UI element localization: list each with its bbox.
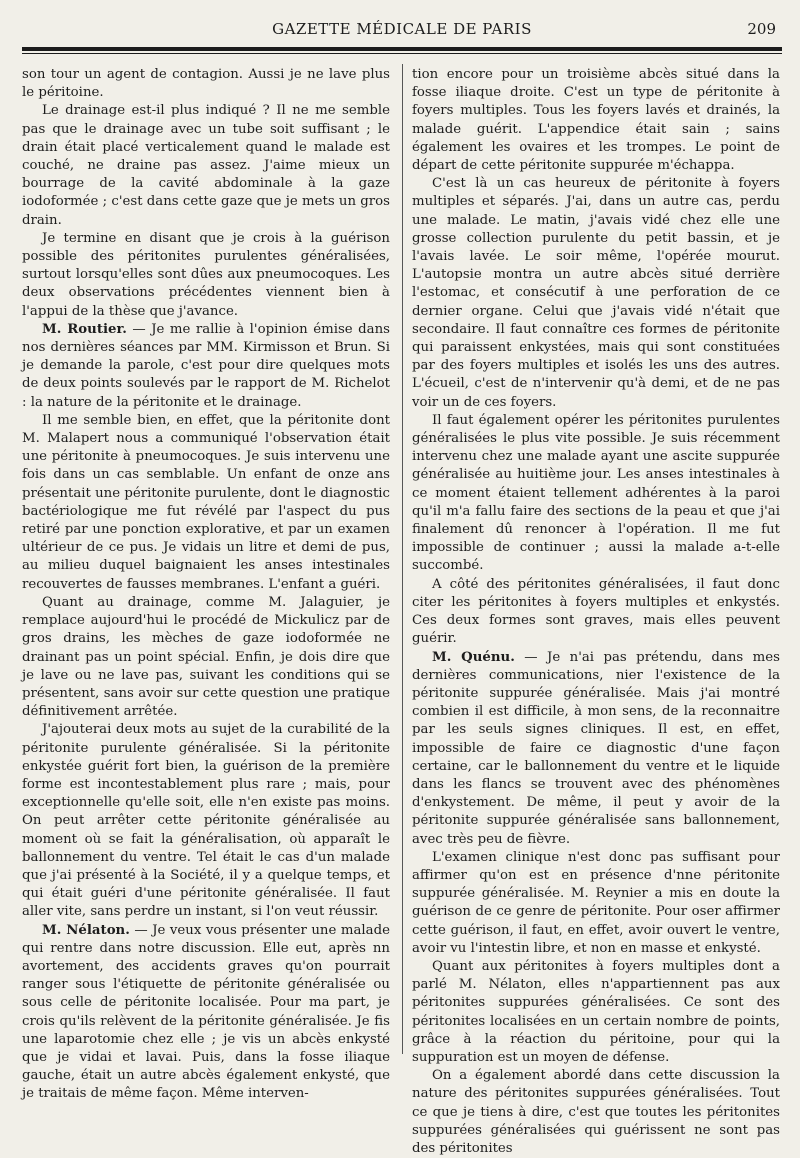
paragraph: Il faut également opérer les péritonites purulentes généralisées le plus vite possible. Je suis récemment intervenu chez une malade ayant une ascite suppurée généralisée au huitième jour. Les anses intestinales à ce moment étaient tellement adhérentes à la paroi qu'il m'a fallu faire des sections de la peau et que j'ai finalement dû renoncer à l'opération. Il me fut impossible de continuer ; aussi la malade a-t-elle succombé. <box>412 412 780 574</box>
paragraph: Il me semble bien, en effet, que la péritonite dont M. Malapert nous a communiqué l'observation était une péritonite à pneumocoques. Je suis intervenu une fois dans un cas semblable. Un enfant de onze ans présentait une péritonite purulente, dont le diagnostic bactériologique me fut révélé par l'aspect du pus retiré par une ponction explorative, et par un examen ultérieur de ce pus. Je vidais un litre et demi de pus, au milieu duquel baignaient les anses intestinales recouvertes de fausses membranes. L'enfant a guéri. <box>22 412 390 592</box>
paragraph: son tour un agent de contagion. Aussi je ne lave plus le péritoine. <box>22 67 390 101</box>
paragraph: tion encore pour un troisième abcès situé dans la fosse iliaque droite. C'est un type de péritonite à foyers multiples. Tous les foyers lavés et drainés, la malade guérit. L'appendice était sain ; sains également les ovaires et les trompes. Le point de départ de cette péritonite suppurée m'échappa. <box>412 67 780 174</box>
paragraph: A côté des péritonites généralisées, il faut donc citer les péritonites à foyers multiples et enkystés. Ces deux formes sont graves, mais elles peuvent guérir. <box>412 576 780 647</box>
paragraph: Quant aux péritonites à foyers multiples dont a parlé M. Nélaton, elles n'appartiennent pas aux péritonites suppurées généralisées. Ce sont des péritonites localisées en un certain nombre de points, grâce à la réaction du péritoine, pour qui la suppuration est un moyen de défense. <box>412 958 780 1065</box>
header-rule-thin <box>22 53 782 54</box>
paragraph: Le drainage est-il plus indiqué ? Il ne me semble pas que le drainage avec un tube soit suffisant ; le drain était placé verticalement quand le malade est couché, ne draine pas assez. J'aime mieux un bourrage de la cavité abdominale à la gaze iodoformée ; c'est dans cette gaze que je mets un gros drain. <box>22 103 390 228</box>
speech-text: — Je me rallie à l'opinion émise dans nos dernières séances par MM. Kirmisson et Brun. Si je demande la parole, c'est pour dire quelques mots de deux points soulevés par le rapport de M. Richelot : la nature de la péritonite et le drainage. <box>22 321 390 410</box>
page-header <box>22 18 782 40</box>
paragraph: Quant au drainage, comme M. Jalaguier, je remplace aujourd'hui le procédé de Mickulicz par de gros drains, les mèches de gaze iodoformée ne drainant pas un point spécial. Enfin, je dois dire que je lave ou ne lave pas, suivant les conditions qui se présentent, sans avoir sur cette question une pratique définitivement arrêtée. <box>22 594 390 720</box>
paragraph-nelaton <box>22 922 390 1104</box>
paragraph-routier <box>22 321 390 412</box>
speaker-name: M. Routier. <box>42 321 127 337</box>
paragraph: On a également abordé dans cette discussion la nature des péritonites suppurées généralisées. Tout ce que je tiens à dire, c'est que toutes les péritonites suppurées généralisées qui guérissent ne sont pas des péritonites <box>412 1068 780 1156</box>
speaker-name: M. Nélaton. <box>42 922 130 938</box>
page-number: 209 <box>747 20 776 38</box>
paragraph: L'examen clinique n'est donc pas suffisant pour affirmer qu'on est en présence d'nne péritonite suppurée généralisée. M. Reynier a mis en doute la guérison de ce genre de péritonite. Pour oser affirmer cette guérison, il faut, en effet, avoir ouvert le ventre, avoir vu l'intestin libre, et non en masse et enkysté. <box>412 849 780 956</box>
speech-text: — Je veux vous présenter une malade qui rentre dans notre discussion. Elle eut, après nn avortement, des accidents graves qu'on pourrait ranger sous l'étiquette de péritonite généralisée ou sous celle de péritonite localisée. Pour ma part, je crois qu'ils relèvent de la péritonite généralisée. Je fis une laparotomie chez elle ; je vis un abcès enkysté que je vidai et lavai. Puis, dans la fosse iliaque gauche, était un autre abcès également enkysté, que je traitais de même façon. Même interven- <box>22 922 390 1102</box>
header-rule-thick <box>22 47 782 51</box>
left-column <box>22 66 390 1104</box>
paragraph: Je termine en disant que je crois à la guérison possible des péritonites purulentes généralisées, surtout lorsqu'elles sont dûes aux pneumocoques. Les deux observations précédentes viennent bien à l'appui de la thèse que j'avance. <box>22 230 390 319</box>
paragraph-quenu <box>412 649 780 849</box>
speaker-name: M. Quénu. <box>432 649 515 665</box>
paragraph: C'est là un cas heureux de péritonite à foyers multiples et séparés. J'ai, dans un autre cas, perdu une malade. Le matin, j'avais vidé chez elle une grosse collection purulente du petit bassin, et je l'avais lavée. Le soir même, l'opérée mourut. L'autopsie montra un autre abcès situé derrière l'estomac, et consécutif à une perforation de ce dernier organe. Celui que j'avais vidé n'était que secondaire. Il faut connaître ces formes de péritonite qui paraissent enkystées, mais qui sont constituées par des foyers multiples et isolés les uns des autres. L'écueil, c'est de n'intervenir qu'à demi, et de ne pas voir un de ces foyers. <box>412 176 780 410</box>
paragraph: J'ajouterai deux mots au sujet de la curabilité de la péritonite purulente généralisée. Si la péritonite enkystée guérit fort bien, la guérison de la première forme est incontestablement plus rare ; mais, pour exceptionnelle qu'elle soit, elle n'en existe pas moins. On peut arrêter cette péritonite généralisée au moment où se fait la généralisation, où apparaît le ballonnement du ventre. Tel était le cas d'un malade que j'ai présenté à la Société, il y a quelque temps, et qui était guéri d'une péritonite généralisée. Il faut aller vite, sans perdre un instant, si l'on veut réussir. <box>22 722 390 920</box>
speech-text: — Je n'ai pas prétendu, dans mes dernières communications, nier l'existence de la péritonite suppurée généralisée. Mais j'ai montré combien il est difficile, à mon sens, de la reconnaitre par les seuls signes cliniques. Il est, en effet, impossible de faire ce diagnostic d'une façon certaine, car le ballonnement du ventre et le liquide dans les flancs se trouvent avec des phénomènes d'enkystement. De même, il peut y avoir de la péritonite suppurée généralisée sans ballonnement, avec très peu de fièvre. <box>412 649 780 847</box>
running-title: GAZETTE MÉDICALE DE PARIS <box>272 20 532 38</box>
column-divider <box>402 64 403 1054</box>
right-column <box>412 66 780 1158</box>
